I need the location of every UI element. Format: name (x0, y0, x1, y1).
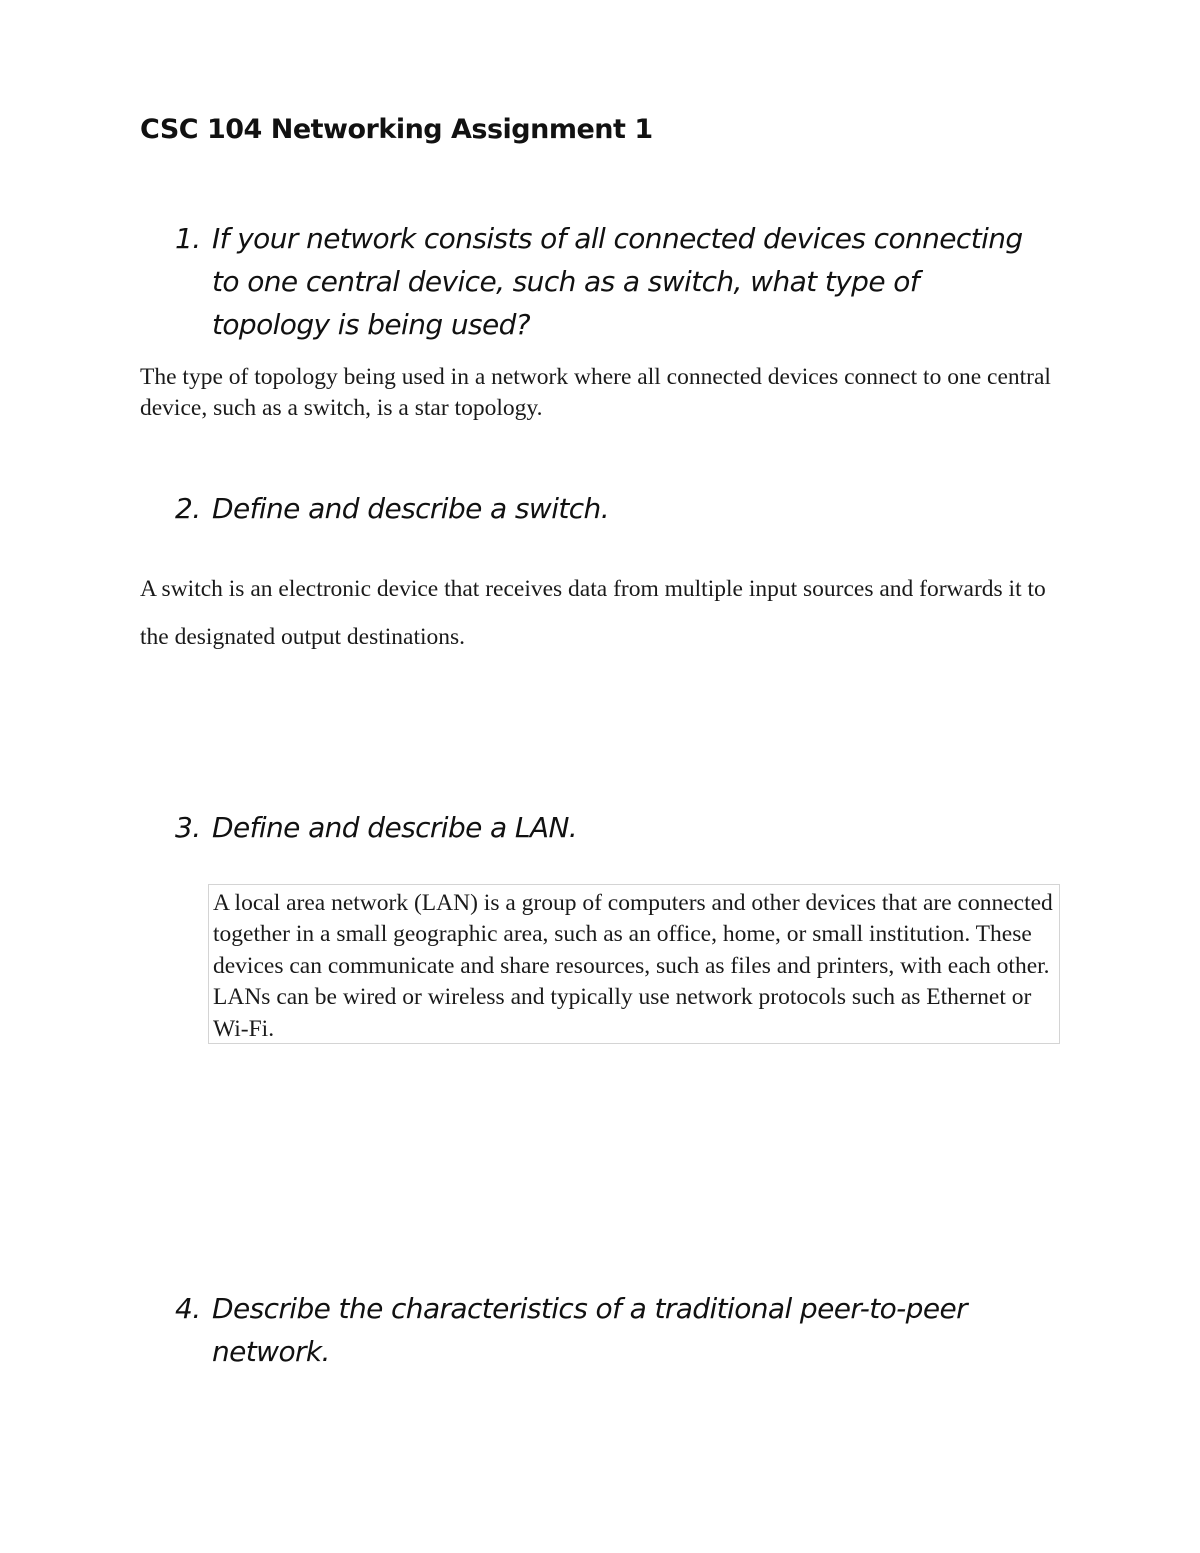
question-text: Describe the characteristics of a traditional peer-to-peer network. (212, 1292, 967, 1368)
document-title: CSC 104 Networking Assignment 1 (140, 114, 653, 145)
question-number: 4. (175, 1292, 201, 1325)
answer-1: The type of topology being used in a network where all connected devices connect to one central device, such as a switch, is a star topology. (140, 364, 1051, 421)
answer-2: A switch is an electronic device that receives data from multiple input sources and forwards it to the designated output destinations. (140, 576, 1046, 650)
question-number: 3. (175, 811, 201, 844)
question-number: 2. (175, 492, 201, 525)
question-text: If your network consists of all connected devices connecting to one central device, such as a switch, what type of topology is being used? (212, 222, 1023, 341)
answer-3-textbox: A local area network (LAN) is a group of computers and other devices that are connected together in a small geographic area, such as an office, home, or small institution. These devices can communicate and share resources, such as files and printers, with each other. LANs can be wired or wireless and typically use network protocols such as Ethernet or Wi-Fi. (208, 884, 1060, 1044)
question-2 (175, 487, 1055, 530)
question-4 (175, 1287, 1055, 1373)
question-3 (175, 806, 1055, 849)
question-number: 1. (175, 222, 201, 255)
question-text: Define and describe a switch. (212, 492, 609, 525)
question-text: Define and describe a LAN. (212, 811, 578, 844)
question-1 (175, 217, 1055, 346)
